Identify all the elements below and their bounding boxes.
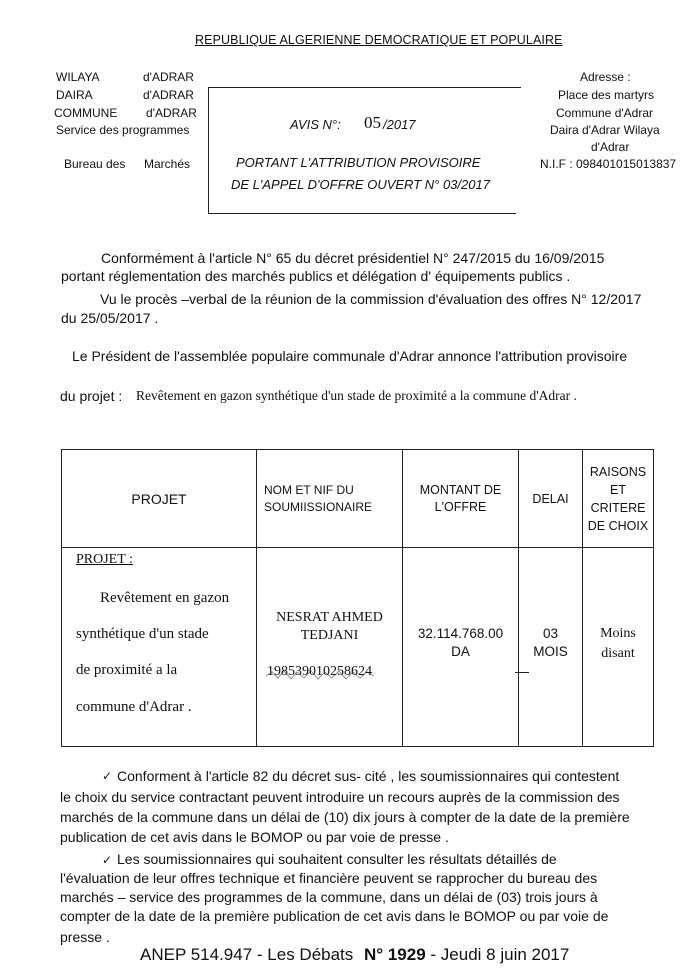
adresse-adrar: d'Adrar [591,140,630,154]
header-montant-line-2: L'OFFRE [434,499,487,514]
avis-box-top-rule [208,87,521,88]
note-2-line-3: marchés – service des programmes de la commune, dans un délai de (03) trois jours à [60,889,598,905]
avis-line-2: DE L'APPEL D'OFFRE OUVERT N° 03/2017 [231,177,490,192]
cell-nif: 198539010258624 [267,664,372,679]
cell-projet-line-3: de proximité a la [76,662,178,678]
paragraph-president: Le Président de l'assemblée populaire communale d'Adrar annonce l'attribution provisoire [72,348,628,364]
cell-projet-line-4: commune d'Adrar . [76,699,192,715]
footer-journal: Les Débats [267,945,354,964]
table-row [62,548,654,747]
cell-raisons [583,548,654,747]
check-icon: ✓ [102,853,113,867]
note-1-line-3: marchés de la commune dans un délai de (10) dix jours à compter de la date de la première [60,809,630,825]
marches-label: Marchés [144,157,191,171]
republic-title: REPUBLIQUE ALGERIENNE DEMOCRATIQUE ET POPULAIRE [195,33,563,47]
note-2-line-5: presse . [60,929,110,945]
adresse-place: Place des martyrs [558,88,655,102]
cell-raisons-line-2: disant [601,646,635,661]
cell-projet-label: PROJET : [76,552,133,567]
dash-mark [515,672,529,673]
check-icon: ✓ [102,769,113,783]
header-montant [403,450,519,548]
daira-label: DAIRA [56,88,93,102]
commune-value: d'ADRAR [146,106,197,120]
wilaya-label: WILAYA [56,70,100,84]
footer-credit [140,945,569,965]
wilaya-value: d'ADRAR [143,70,194,84]
table-header-row [62,450,654,548]
header-projet: PROJET [62,450,257,548]
avis-number: 05 [364,113,381,132]
note-1-line-2: le choix du service contractant peuvent introduire un recours auprès de la commission des [60,789,620,805]
attribution-table [61,449,654,747]
avis-year: /2017 [383,117,416,132]
header-nom-nif [257,450,403,548]
avis-label: AVIS N°: [290,117,341,132]
footer-date: Jeudi 8 juin 2017 [440,945,570,964]
scribble-mark [264,666,376,684]
commune-label: COMMUNE [54,106,118,120]
cell-nom-line-2: TEDJANI [300,628,359,643]
paragraph-article-line-2: portant réglementation des marchés publics et délégation d' équipements publics . [61,268,571,284]
footer-num: 1929 [387,945,426,964]
header-raisons-line-3: CRITERE [590,500,646,515]
service-programmes: Service des programmes [56,123,190,137]
cell-projet [62,548,257,747]
header-raisons-line-2: ET [610,482,626,497]
cell-projet-line-2: synthétique d'un stade [76,626,209,642]
header-nom-line-1: NOM ET NIF DU [264,482,354,497]
footer-dash: - [430,945,437,964]
cell-raisons-line-1: Moins [600,626,636,641]
bureau-label: Bureau des [64,157,126,171]
cell-delai-line-1: 03 [542,626,559,641]
nif-number: N.I.F : 098401015013837 [540,157,677,171]
note-2-line-1: Les soumissionnaires qui souhaitent consulter les résultats détaillés de [117,851,557,867]
footer-sep: - [252,945,268,964]
header-nom-line-2: SOUMIISSIONAIRE [264,499,373,514]
paragraph-proces-verbal-line-2: du 25/05/2017 . [61,310,159,326]
note-1-line-4: publication de cet avis dans le BOMOP ou par voie de presse . [60,829,449,845]
header-raisons-line-1: RAISONS [589,464,647,479]
header-delai: DELAI [519,450,583,548]
note-2-line-2: l'évaluation de leur offres technique et financière peuvent se rapprocher du bureau des [60,870,598,886]
cell-delai-line-2: MOIS [533,644,568,659]
avis-box [208,87,516,214]
note-2-line-4: compter de la date de la première publication de cet avis dans le BOMOP ou par voie de [60,908,609,924]
cell-projet-line-1: Revêtement en gazon [100,590,230,606]
adresse-daira-wilaya: Daira d'Adrar Wilaya [550,123,660,137]
paragraph-article-line-1: Conformément à l'article N° 65 du décret présidentiel N° 247/2015 du 16/09/2015 [101,250,605,266]
cell-montant [403,548,519,747]
avis-line-1: PORTANT L'ATTRIBUTION PROVISOIRE [236,155,481,170]
footer-num-label: N° [364,945,384,964]
cell-soumissionnaire [257,548,403,747]
paragraph-proces-verbal-line-1: Vu le procès –verbal de la réunion de la commission d'évaluation des offres N° 12/2017 [100,291,642,307]
header-raisons-line-4: DE CHOIX [587,518,649,533]
header-montant-line-1: MONTANT DE [419,482,502,497]
paragraph-projet-label: du projet : [60,388,123,404]
header-raisons [583,450,654,548]
footer-anep: ANEP 514.947 [140,945,253,964]
note-1-line-1: Conforment à l'article 82 du décret sus- cité , les soumissionnaires qui contestent [117,768,620,784]
cell-delai [519,548,583,747]
cell-montant-line-1: 32.114.768.00 [417,626,504,641]
cell-nom-line-1: NESRAT AHMED [276,610,383,625]
cell-montant-line-2: DA [451,644,470,659]
adresse-commune: Commune d'Adrar [556,106,653,120]
daira-value: d'ADRAR [143,88,194,102]
adresse-label: Adresse : [580,70,631,84]
paragraph-projet-text: Revêtement en gazon synthétique d'un stade de proximité a la commune d'Adrar . [136,388,577,403]
